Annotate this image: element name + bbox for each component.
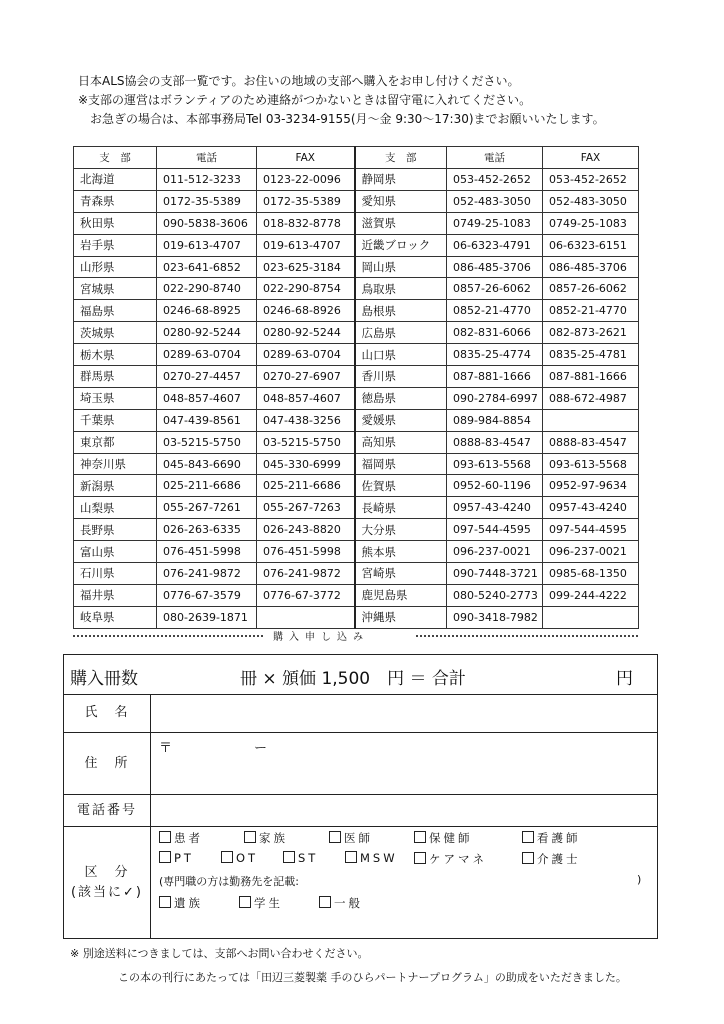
phone-cell: 0280-92-5244: [157, 322, 257, 344]
branch-name-cell: 栃木県: [74, 344, 157, 366]
fax-cell: 0957-43-4240: [543, 497, 639, 519]
branch-name-cell: 鳥取県: [355, 278, 447, 300]
fax-cell: [543, 606, 639, 628]
workplace-close: ): [637, 873, 642, 886]
branch-name-cell: 富山県: [74, 541, 157, 563]
quantity-row: [64, 655, 657, 695]
fax-cell: 088-672-4987: [543, 387, 639, 409]
fax-cell: 052-483-3050: [543, 190, 639, 212]
column-header: 電話: [157, 147, 257, 169]
checkbox-label: ST: [298, 851, 319, 865]
fax-cell: 055-267-7263: [257, 497, 355, 519]
column-header: FAX: [543, 147, 639, 169]
checkbox-label: 患者: [174, 831, 203, 845]
phone-cell: 082-831-6066: [447, 322, 543, 344]
phone-row: [64, 795, 657, 827]
branch-name-cell: 広島県: [355, 322, 447, 344]
phone-cell: 023-641-6852: [157, 256, 257, 278]
table-row: [74, 431, 639, 453]
fax-cell: 053-452-2652: [543, 169, 639, 191]
phone-cell: 0270-27-4457: [157, 366, 257, 388]
checkbox-icon: [522, 852, 534, 864]
table-row: [74, 344, 639, 366]
table-row: [74, 190, 639, 212]
branch-name-cell: 岩手県: [74, 234, 157, 256]
branch-name-cell: 岐阜県: [74, 606, 157, 628]
category-label-text: 区 分: [84, 864, 130, 880]
table-header-row: [74, 147, 639, 169]
phone-cell: 0888-83-4547: [447, 431, 543, 453]
phone-cell: 055-267-7261: [157, 497, 257, 519]
branch-name-cell: 石川県: [74, 563, 157, 585]
checkbox-icon: [345, 851, 357, 863]
checkbox-icon: [159, 896, 171, 908]
phone-cell: 086-485-3706: [447, 256, 543, 278]
address-row: [64, 733, 657, 795]
column-header: 支 部: [355, 147, 447, 169]
branch-name-cell: 大分県: [355, 519, 447, 541]
phone-cell: 03-5215-5750: [157, 431, 257, 453]
checkbox-label: 介護士: [537, 852, 581, 866]
checkbox-student[interactable]: [239, 895, 283, 911]
phone-cell: 080-2639-1871: [157, 606, 257, 628]
checkbox-icon: [522, 831, 534, 843]
phone-cell: 053-452-2652: [447, 169, 543, 191]
fax-cell: 022-290-8754: [257, 278, 355, 300]
fax-cell: 076-241-9872: [257, 563, 355, 585]
column-header: 電話: [447, 147, 543, 169]
fax-cell: 0952-97-9634: [543, 475, 639, 497]
phone-cell: 090-3418-7982: [447, 606, 543, 628]
checkbox-icon: [319, 896, 331, 908]
phone-cell: 045-843-6690: [157, 453, 257, 475]
checkbox-label: 学生: [254, 896, 283, 910]
checkbox-icon: [414, 852, 426, 864]
checkbox-label: 看護師: [537, 831, 581, 845]
category-row: [64, 827, 657, 938]
quantity-label: 購入冊数: [70, 669, 138, 689]
branch-name-cell: 山口県: [355, 344, 447, 366]
branch-name-cell: 静岡県: [355, 169, 447, 191]
checkbox-label: OT: [236, 851, 259, 865]
branch-name-cell: 近畿ブロック: [355, 234, 447, 256]
name-field[interactable]: [159, 694, 657, 732]
fax-cell: 0985-68-1350: [543, 563, 639, 585]
intro-line-2: ※支部の運営はボランティアのため連絡がつかないときは留守電に入れてください。: [78, 93, 532, 107]
branch-name-cell: 香川県: [355, 366, 447, 388]
column-header: FAX: [257, 147, 355, 169]
table-row: [74, 497, 639, 519]
fax-cell: 087-881-1666: [543, 366, 639, 388]
fax-cell: 076-451-5998: [257, 541, 355, 563]
checkbox-icon: [159, 851, 171, 863]
branch-name-cell: 青森県: [74, 190, 157, 212]
fax-cell: 0246-68-8926: [257, 300, 355, 322]
fax-cell: 0835-25-4781: [543, 344, 639, 366]
phone-cell: 0749-25-1083: [447, 212, 543, 234]
checkbox-icon: [244, 831, 256, 843]
intro-line-1: 日本ALS協会の支部一覧です。お住いの地域の支部へ購入をお申し付けください。: [78, 74, 520, 88]
order-section-label: 購入申し込み: [273, 632, 369, 643]
phone-cell: 0289-63-0704: [157, 344, 257, 366]
order-form: [63, 654, 658, 939]
table-row: [74, 519, 639, 541]
sponsor-credit: この本の刊行にあたっては「田辺三菱製薬 手のひらパートナープログラム」の助成をいただきました。: [118, 971, 627, 984]
postal-dash: ー: [254, 741, 268, 756]
table-row: [74, 606, 639, 628]
dotted-line: [416, 635, 638, 637]
table-row: [74, 541, 639, 563]
table-row: [74, 234, 639, 256]
fax-cell: 047-438-3256: [257, 409, 355, 431]
branch-name-cell: 山形県: [74, 256, 157, 278]
checkbox-patient[interactable]: [159, 830, 203, 846]
phone-cell: 087-881-1666: [447, 366, 543, 388]
checkbox-icon: [221, 851, 233, 863]
phone-field[interactable]: [159, 795, 657, 826]
branch-name-cell: 神奈川県: [74, 453, 157, 475]
table-row: [74, 563, 639, 585]
phone-cell: 097-544-4595: [447, 519, 543, 541]
category-options: [159, 827, 657, 938]
fax-cell: 0888-83-4547: [543, 431, 639, 453]
phone-cell: 06-6323-4791: [447, 234, 543, 256]
checkbox-doctor[interactable]: [329, 830, 373, 846]
fax-cell: 097-544-4595: [543, 519, 639, 541]
checkbox-label: 家族: [259, 831, 288, 845]
branch-name-cell: 秋田県: [74, 212, 157, 234]
phone-cell: 052-483-3050: [447, 190, 543, 212]
branch-name-cell: 愛知県: [355, 190, 447, 212]
checkbox-ot[interactable]: [221, 851, 258, 865]
checkbox-caregiver[interactable]: [522, 851, 581, 867]
phone-cell: 0957-43-4240: [447, 497, 543, 519]
phone-cell: 090-5838-3606: [157, 212, 257, 234]
fax-cell: 0123-22-0096: [257, 169, 355, 191]
branch-name-cell: 東京都: [74, 431, 157, 453]
dotted-line: [73, 635, 263, 637]
table-row: [74, 453, 639, 475]
branch-name-cell: 岡山県: [355, 256, 447, 278]
phone-cell: 0852-21-4770: [447, 300, 543, 322]
fax-cell: 0280-92-5244: [257, 322, 355, 344]
table-row: [74, 322, 639, 344]
phone-cell: 0246-68-8925: [157, 300, 257, 322]
fax-cell: 099-244-4222: [543, 584, 639, 606]
table-row: [74, 169, 639, 191]
checkbox-label: PT: [174, 851, 194, 865]
phone-cell: 0857-26-6062: [447, 278, 543, 300]
checkbox-icon: [329, 831, 341, 843]
checkbox-icon: [414, 831, 426, 843]
branch-name-cell: 福島県: [74, 300, 157, 322]
intro-line-3: お急ぎの場合は、本部事務局Tel 03-3234-9155(月〜金 9:30〜17:30)までお願いいたします。: [90, 112, 605, 126]
category-label: [64, 827, 151, 938]
yen-unit: 円: [616, 669, 633, 689]
fax-cell: 093-613-5568: [543, 453, 639, 475]
phone-cell: 0172-35-5389: [157, 190, 257, 212]
checkbox-family[interactable]: [244, 830, 288, 846]
branch-name-cell: 鹿児島県: [355, 584, 447, 606]
checkbox-care-manager[interactable]: [414, 851, 487, 867]
checkbox-label: 医師: [344, 831, 373, 845]
fax-cell: 03-5215-5750: [257, 431, 355, 453]
branch-name-cell: 埼玉県: [74, 387, 157, 409]
checkbox-msw[interactable]: [345, 851, 398, 865]
intro-text: [78, 72, 605, 129]
branch-name-cell: 茨城県: [74, 322, 157, 344]
branch-name-cell: 滋賀県: [355, 212, 447, 234]
name-label: 氏 名: [64, 694, 151, 732]
phone-cell: 011-512-3233: [157, 169, 257, 191]
phone-cell: 026-263-6335: [157, 519, 257, 541]
fax-cell: [257, 606, 355, 628]
branch-name-cell: 宮城県: [74, 278, 157, 300]
fax-cell: 025-211-6686: [257, 475, 355, 497]
order-divider: [73, 628, 638, 642]
checkbox-icon: [239, 896, 251, 908]
branch-name-cell: 沖縄県: [355, 606, 447, 628]
branch-name-cell: 佐賀県: [355, 475, 447, 497]
table-row: [74, 300, 639, 322]
table-row: [74, 212, 639, 234]
table-row: [74, 366, 639, 388]
phone-cell: 0835-25-4774: [447, 344, 543, 366]
fax-cell: 082-873-2621: [543, 322, 639, 344]
branch-name-cell: 徳島県: [355, 387, 447, 409]
table-row: [74, 584, 639, 606]
fax-cell: 0776-67-3772: [257, 584, 355, 606]
address-field[interactable]: [159, 733, 657, 794]
fax-cell: 06-6323-6151: [543, 234, 639, 256]
checkbox-icon: [283, 851, 295, 863]
phone-cell: 090-2784-6997: [447, 387, 543, 409]
fax-cell: 0852-21-4770: [543, 300, 639, 322]
name-row: [64, 694, 657, 733]
phone-cell: 0952-60-1196: [447, 475, 543, 497]
price-formula: 冊 × 頒価 1,500 円 ＝ 合計: [240, 669, 466, 689]
branch-name-cell: 島根県: [355, 300, 447, 322]
phone-label: 電話番号: [64, 795, 151, 826]
checkbox-pt[interactable]: [159, 851, 194, 865]
phone-cell: 022-290-8740: [157, 278, 257, 300]
fax-cell: 026-243-8820: [257, 519, 355, 541]
checkbox-public-health-nurse[interactable]: [414, 830, 473, 846]
phone-cell: 0776-67-3579: [157, 584, 257, 606]
shipping-note: ※ 別途送料につきましては、支部へお問い合わせください。: [70, 947, 369, 960]
category-hint: (該当に✓): [70, 884, 144, 900]
checkbox-general[interactable]: [319, 895, 363, 911]
branch-name-cell: 熊本県: [355, 541, 447, 563]
column-header: 支 部: [74, 147, 157, 169]
table-row: [74, 387, 639, 409]
table-row: [74, 278, 639, 300]
branch-name-cell: 福井県: [74, 584, 157, 606]
branch-name-cell: 山梨県: [74, 497, 157, 519]
branch-name-cell: 長野県: [74, 519, 157, 541]
phone-cell: 047-439-8561: [157, 409, 257, 431]
phone-cell: 090-7448-3721: [447, 563, 543, 585]
branch-name-cell: 新潟県: [74, 475, 157, 497]
workplace-note: (専門職の方は勤務先を記載:: [159, 875, 299, 888]
table-row: [74, 409, 639, 431]
fax-cell: 019-613-4707: [257, 234, 355, 256]
address-label: 住 所: [64, 733, 151, 794]
branch-name-cell: 愛媛県: [355, 409, 447, 431]
checkbox-st[interactable]: [283, 851, 318, 865]
table-row: [74, 475, 639, 497]
phone-cell: 076-451-5998: [157, 541, 257, 563]
fax-cell: 048-857-4607: [257, 387, 355, 409]
phone-cell: 080-5240-2773: [447, 584, 543, 606]
branch-name-cell: 千葉県: [74, 409, 157, 431]
checkbox-label: ケアマネ: [429, 852, 487, 866]
phone-cell: 019-613-4707: [157, 234, 257, 256]
fax-cell: 0270-27-6907: [257, 366, 355, 388]
checkbox-icon: [159, 831, 171, 843]
branch-name-cell: 群馬県: [74, 366, 157, 388]
table-row: [74, 256, 639, 278]
fax-cell: 045-330-6999: [257, 453, 355, 475]
checkbox-label: 遺族: [174, 896, 203, 910]
branch-name-cell: 福岡県: [355, 453, 447, 475]
checkbox-nurse[interactable]: [522, 830, 581, 846]
fax-cell: 096-237-0021: [543, 541, 639, 563]
fax-cell: 0172-35-5389: [257, 190, 355, 212]
phone-cell: 076-241-9872: [157, 563, 257, 585]
phone-cell: 089-984-8854: [447, 409, 543, 431]
fax-cell: 086-485-3706: [543, 256, 639, 278]
fax-cell: 018-832-8778: [257, 212, 355, 234]
fax-cell: 0857-26-6062: [543, 278, 639, 300]
branch-table: [73, 146, 639, 629]
checkbox-label: 一般: [334, 896, 363, 910]
branch-name-cell: 高知県: [355, 431, 447, 453]
checkbox-bereaved[interactable]: [159, 895, 203, 911]
phone-cell: 093-613-5568: [447, 453, 543, 475]
fax-cell: 023-625-3184: [257, 256, 355, 278]
branch-name-cell: 宮崎県: [355, 563, 447, 585]
phone-cell: 096-237-0021: [447, 541, 543, 563]
branch-name-cell: 長崎県: [355, 497, 447, 519]
phone-cell: 025-211-6686: [157, 475, 257, 497]
checkbox-label: MSW: [360, 851, 398, 865]
fax-cell: 0289-63-0704: [257, 344, 355, 366]
postal-mark: 〒: [159, 741, 173, 756]
fax-cell: [543, 409, 639, 431]
phone-cell: 048-857-4607: [157, 387, 257, 409]
branch-name-cell: 北海道: [74, 169, 157, 191]
checkbox-label: 保健師: [429, 831, 473, 845]
fax-cell: 0749-25-1083: [543, 212, 639, 234]
